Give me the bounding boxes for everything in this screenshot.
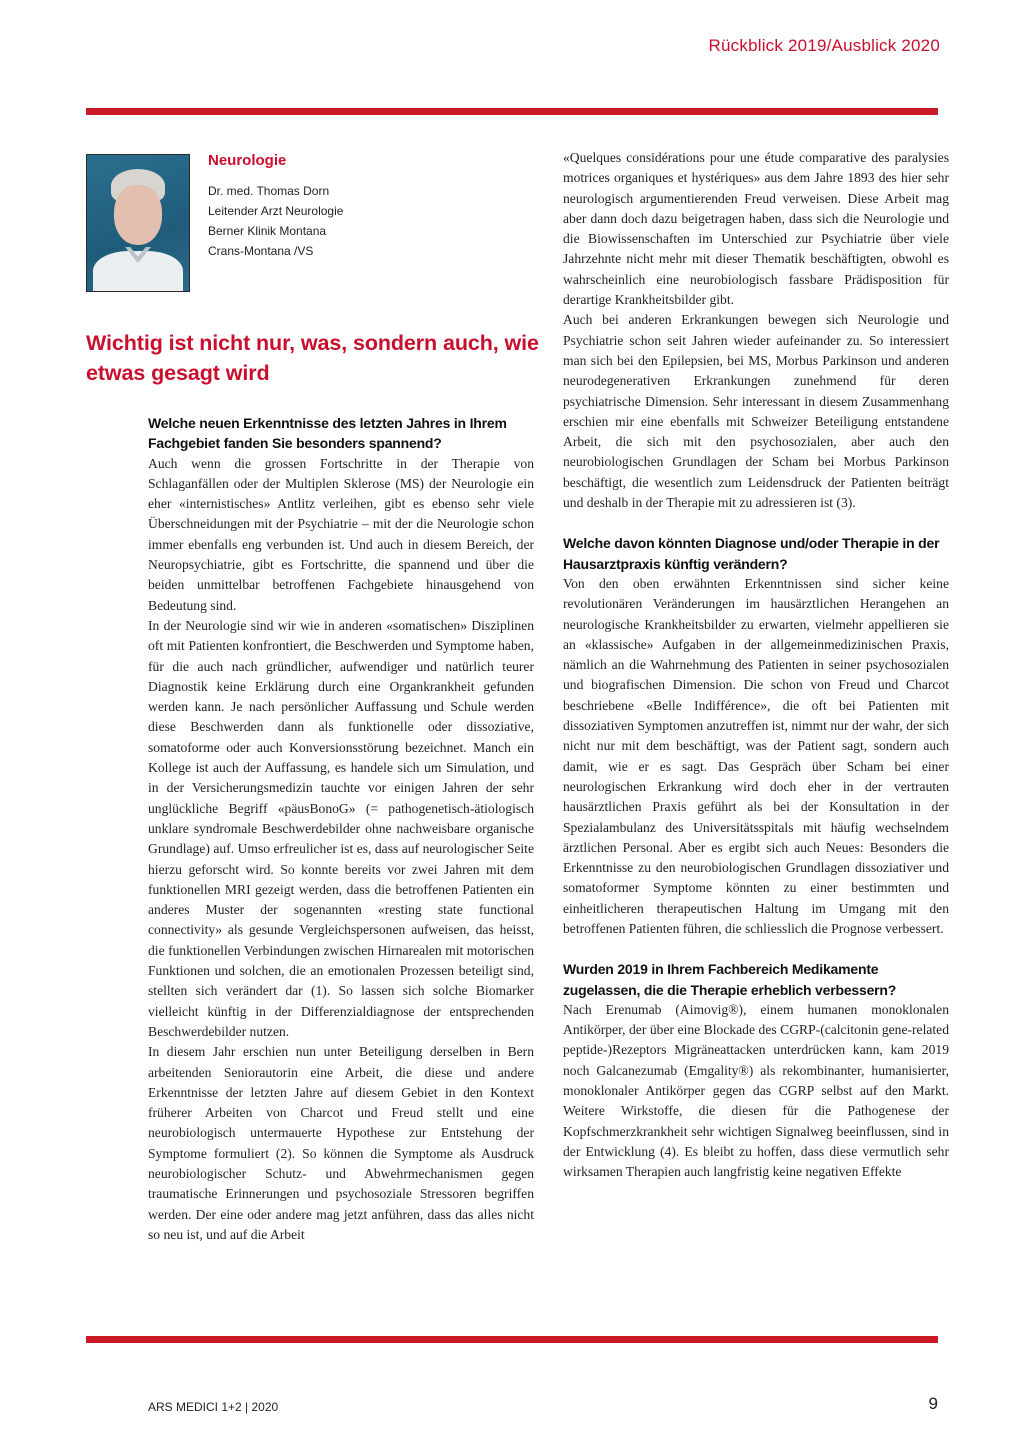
journal-issue: ARS MEDICI 1+2 | 2020 — [148, 1400, 279, 1414]
paragraph: Von den oben erwähnten Erkenntnissen sind sicher keine revolutionären Veränderungen im hausärztlichen Herangehen an neurologische Krankheitsbilder zu erwarten, vielmehr appellieren sie an «klassische» Aufgaben in der allgemeinmedizinischen Praxis, nämlich an die Wahrnehmung des Patienten in seiner psychosozialen und biografischen Dimension. Die schon von Freud und Charcot beschriebene «Belle Indifférence», die oft bei Patienten mit dissoziativen Symptomen anzutreffen ist, nimmt nur der wahr, der sich nicht nur mit dem beschäftigt, was der Patient sagt, sondern auch damit, wie er es sagt. Das Gespräch über Scham bei einer neurologischen Erkrankung wird doch eher in der vertrauten hausärztlichen Praxis geführt als bei der Konsultation in der Spezialambulanz des Universitätsspitals mit häufig wechselndem ärztlichen Personal. Aber es ergibt sich auch Neues: Besonders die Erkenntnisse zu den neurobiologischen Grundlagen dissoziativer und somatoformer Symptome könnten zu einer bestimmten und einheitlicheren therapeutischen Haltung im Umgang mit den betroffenen Patienten führen, die schliesslich die Prognose verbessert. — [563, 575, 949, 936]
paragraph: «Quelques considérations pour une étude comparative des paralysies motrices organiques et hystériques» aus dem Jahre 1893 des hier sehr neurologisch argumentierenden Freud verweisen. Diese Arbeit mag aber dann doch dazu beigetragen haben, dass sich die Neurologie und die Biowissenschaften im Unterschied zur Psychiatrie über viele Jahrzehnte nicht mehr mit dieser Thematik beschäftigten, obwohl es wahrscheinlich eine neurobiologisch fassbare Prädisposition für derartige Krankheitsbilder gibt. — [563, 150, 949, 308]
paragraph: Nach Erenumab (Aimovig®), einem humanen monoklonalen Antikörper, der über eine Blockade des CGRP-(calcitonin gene-related peptide-)Rezeptors Migräneattacken unterdrücken kann, kam 2019 noch Galcanezumab (Emgality®) als rekombinanter, humanisierter, monoklonaler Antikörper gegen das CGRP selbst auf den Markt. Weitere Wirkstoffe, die diesen für die Pathogenese der Kopfschmerzkrankheit sehr wichtigen Signalweg beeinflussen, sind in der Entwicklung (4). Es bleibt zu hoffen, dass diese vermutlich sehr wirksamen Therapien auch langfristig keine negativen Effekte — [563, 1001, 949, 1180]
page-number: 9 — [928, 1394, 938, 1413]
paragraph: In der Neurologie sind wir wie in anderen «somatischen» Disziplinen oft mit Patienten konfrontiert, die Beschwerden und Symptome haben, für die auch nach gründlicher, aufwendiger und natürlich teurer Diagnostik keine Erklärung durch eine Organkrankheit gefunden werden kann. Je nach persönlicher Auffassung und Schule werden diese Beschwerden dann als funktionelle oder dissoziative, somatoforme oder auch Konversionsstörung bezeichnet. Manch ein Kollege ist auch der Auffassung, es handele sich um Simulation, und in der Versicherungsmedizin tauchte vor einigen Jahren der sehr unglückliche Begriff «päusBonoG» (= pathogenetisch-ätiologisch unklare syndromale Beschwerdebilder ohne nachweisbare organische Grundlage) auf. Umso erfreulicher ist es, dass auf neurologischer Seite hierzu geforscht wird. So konnte bereits vor zwei Jahren mit dem funktionellen MRI gezeigt werden, dass die betroffenen Patienten ein anderes Muster der sogenannten «resting state functional connectivity» als gesunde Vergleichspersonen aufweisen, das heisst, die funktionellen Verbindungen zwischen Hirnarealen mit motorischen Funktionen und solchen, die an emotionalen Prozessen beteiligt sind, stellten sich verändert dar (1). So lassen sich solche Biomarker vielleicht künftig in der Differenzialdiagnose der entsprechenden Beschwerdebilder nutzen. — [148, 617, 534, 1039]
portrait-face — [114, 185, 162, 245]
author-position: Leitender Arzt Neurologie — [208, 204, 344, 218]
running-head: Rückblick 2019/Ausblick 2020 — [708, 36, 940, 55]
spacer — [563, 939, 949, 959]
question-2: Welche davon könnten Diagnose und/oder Therapie in der Hausarztpraxis künftig verändern? — [563, 535, 940, 572]
left-column — [148, 413, 534, 1245]
article-headline: Wichtig ist nicht nur, was, sondern auch, wie etwas gesagt wird — [86, 331, 539, 385]
author-clinic: Berner Klinik Montana — [208, 224, 327, 238]
top-divider — [86, 108, 938, 115]
question-3: Wurden 2019 in Ihrem Fachbereich Medikamente zugelassen, die die Therapie erheblich verbessern? — [563, 961, 897, 998]
author-box — [208, 152, 343, 261]
paragraph: Auch bei anderen Erkrankungen bewegen sich Neurologie und Psychiatrie schon seit Jahren wieder aufeinander zu. So interessiert man sich bei den Epilepsien, bei MS, Morbus Parkinson und anderen neurodegenerativen Erkrankungen zunehmend für deren psychiatrische Dimension. Sehr interessant in diesem Zusammenhang erschien mir eine ebenfalls mit Schweizer Beteiligung entstandene Arbeit, die sich mit den psychosozialen, aber auch den neurobiologischen Grundlagen der Scham bei Morbus Parkinson beschäftigt, die wesentlich zum Leidensdruck der Patienten beiträgt und deshalb in der Therapie mit zu adressieren ist (3). — [563, 312, 949, 511]
department-label: Neurologie — [208, 152, 287, 169]
paragraph: Auch wenn die grossen Fortschritte in der Therapie von Schlaganfällen oder der Multiplen Sklerose (MS) der Neurologie ein eher «internistisches» Antlitz verleihen, gibt es ebenso sehr viele Überschneidungen mit der Psychiatrie – mit der die Neurologie schon immer ebenfalls eng verbunden ist. Und auch in diesem Bereich, der Neuropsychiatrie, gibt es Fortschritte, die spannend und über die beiden unmittelbar betroffenen Fachgebiete hinausgehend von Bedeutung sind. — [148, 455, 534, 613]
spacer — [563, 513, 949, 533]
author-portrait — [86, 154, 190, 292]
question-1: Welche neuen Erkenntnisse des letzten Jahres in Ihrem Fachgebiet fanden Sie besonders spannend? — [148, 415, 507, 452]
author-location: Crans-Montana /VS — [208, 244, 314, 258]
paragraph: In diesem Jahr erschien nun unter Beteiligung derselben in Bern arbeitenden Seniorautorin eine Arbeit, die diese und andere Erkenntnisse der letzten Jahre auf diesem Gebiet in den Kontext früherer Arbeiten von Charcot und Freud stellt und eine neurobiologisch untermauerte Hypothese zur Entstehung der Symptome formuliert (2). So können die Symptome als Ausdruck neurobiologischer Schutz- und Abwehrmechanismen gegen traumatische Erinnerungen und psychosoziale Stressoren begriffen werden. Der eine oder andere mag jetzt anführen, dass das alles nicht so neu ist, und auf die Arbeit — [148, 1044, 534, 1242]
author-name: Dr. med. Thomas Dorn — [208, 184, 330, 198]
bottom-divider — [86, 1336, 938, 1343]
right-column — [563, 148, 949, 1183]
